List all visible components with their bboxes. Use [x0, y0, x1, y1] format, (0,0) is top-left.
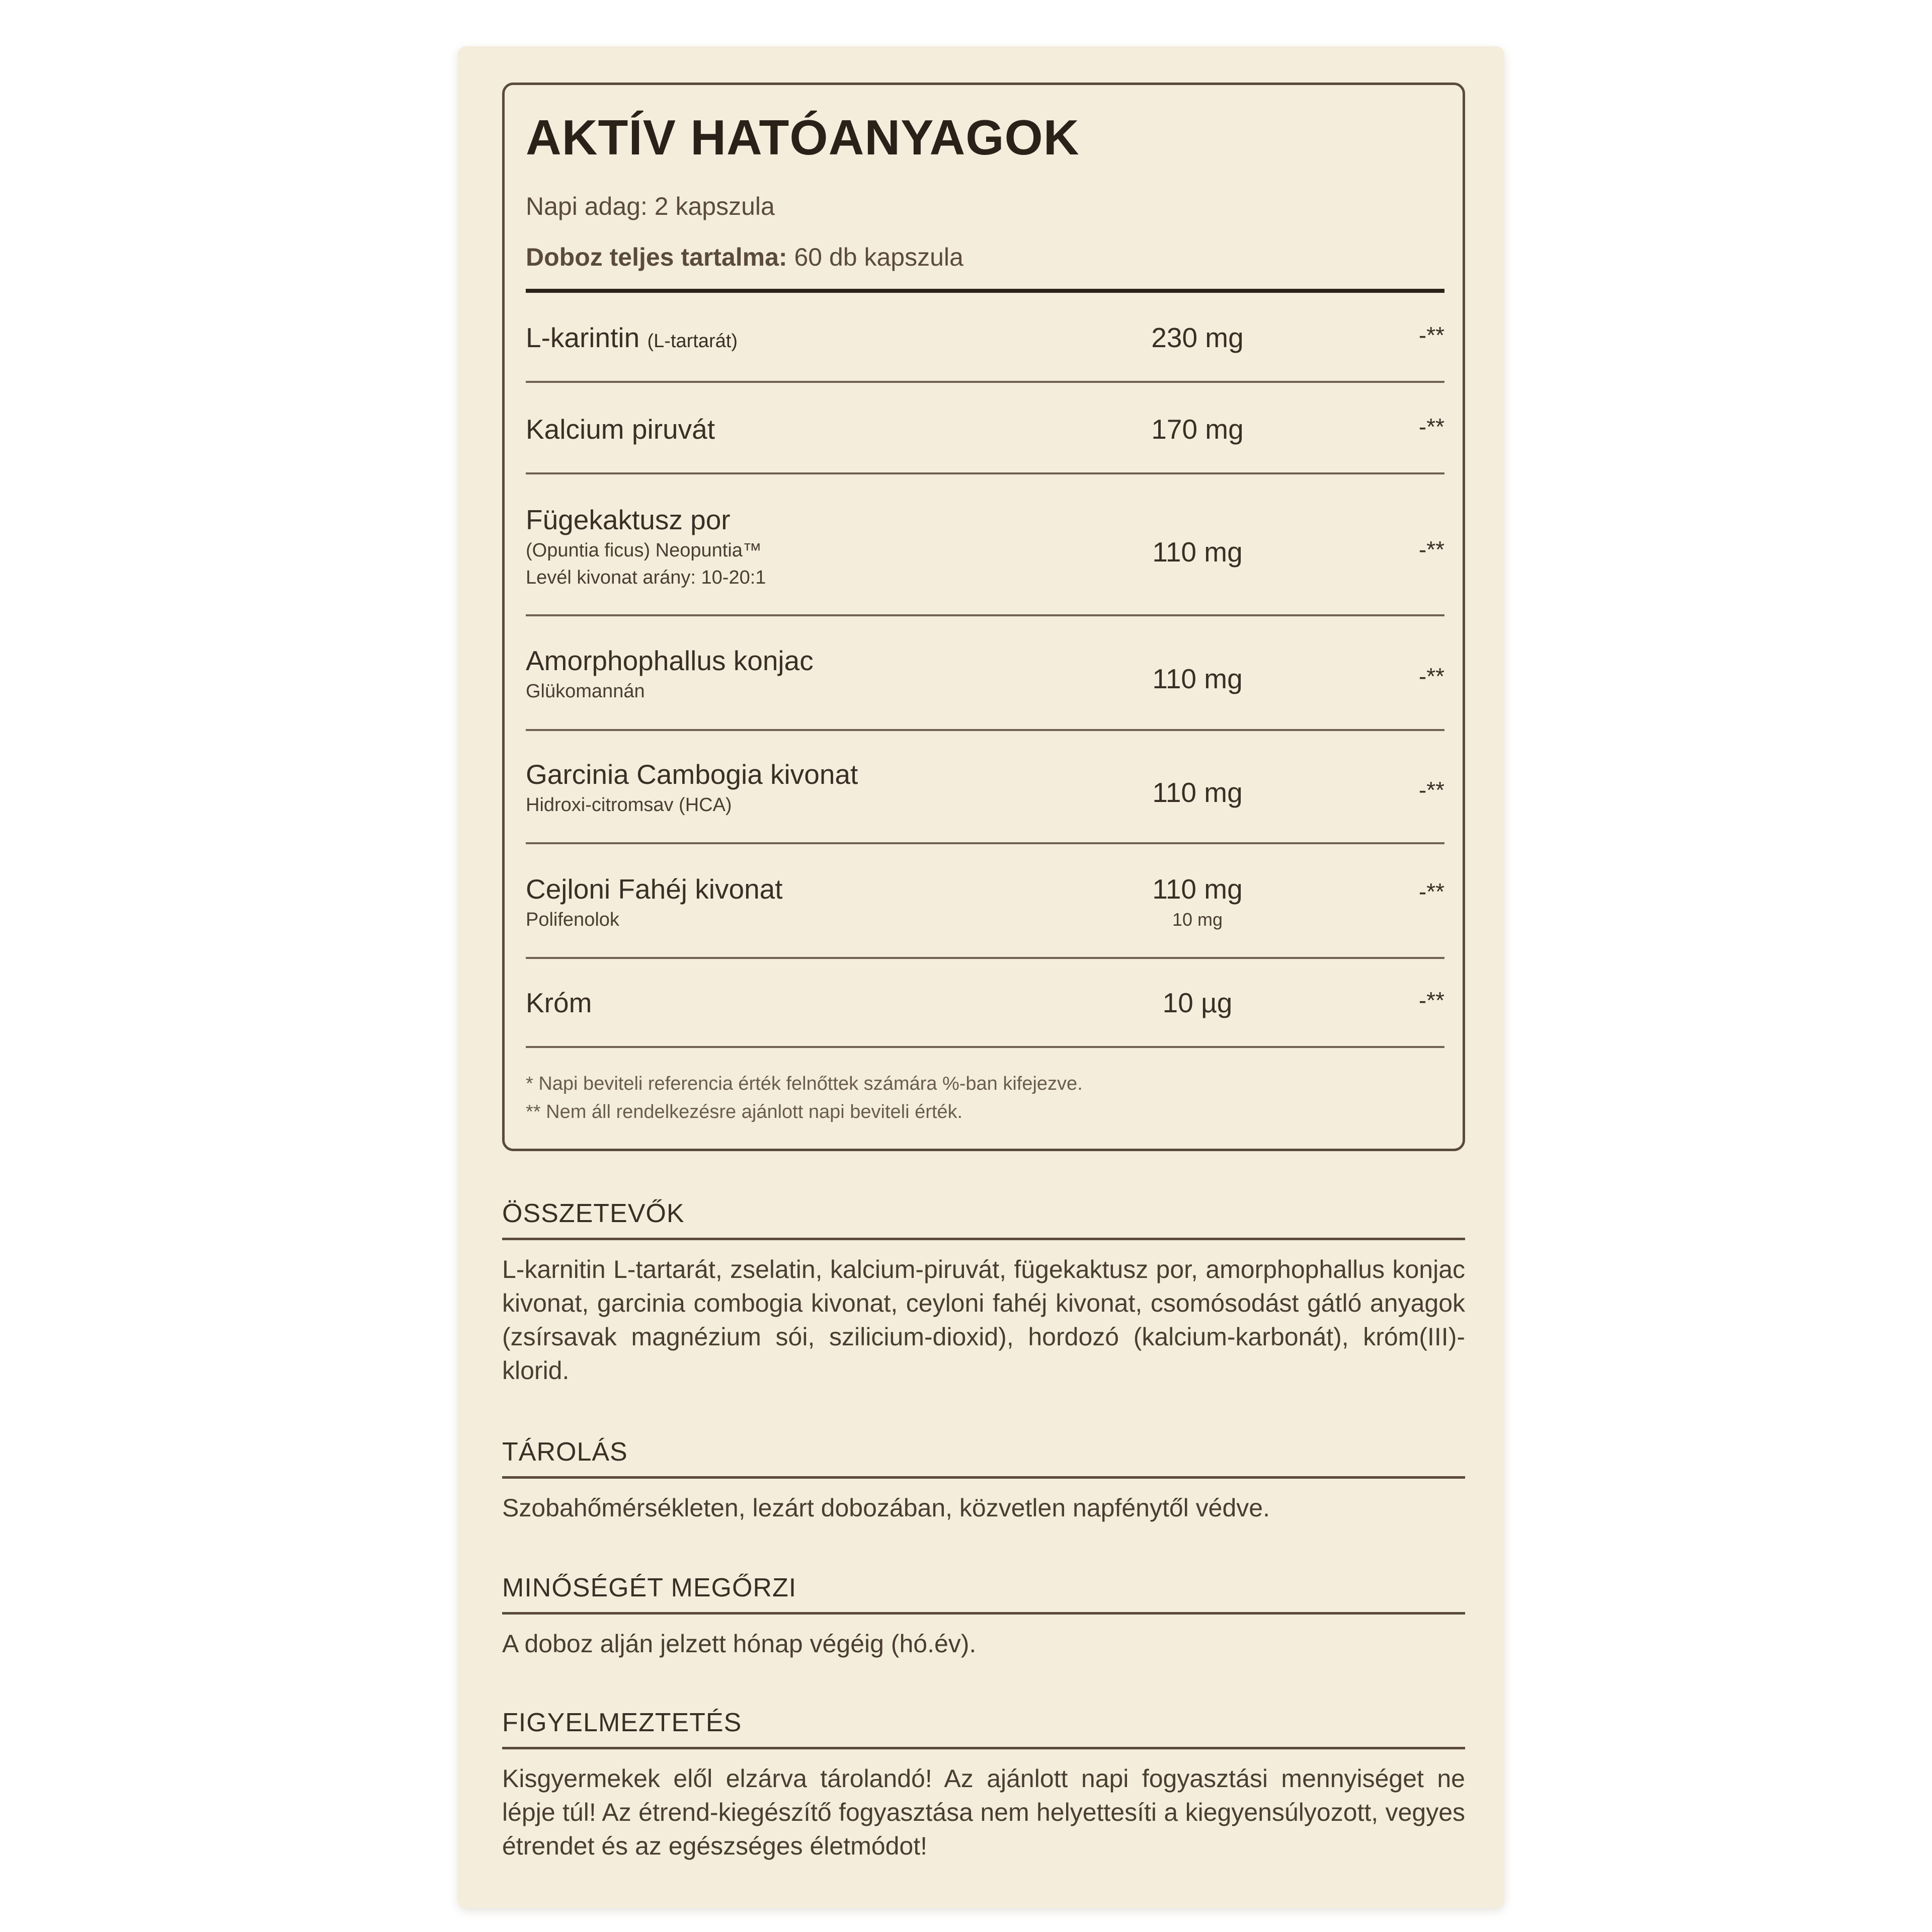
ingredient-name: Fügekaktusz por [526, 504, 731, 535]
footnote-no-reference: ** Nem áll rendelkezésre ajánlott napi beviteli érték. [526, 1101, 963, 1122]
row-divider [526, 729, 1444, 731]
section-text: Kisgyermekek elől elzárva tárolandó! Az ajánlott napi fogyasztási mennyiséget ne lépje túl! Az étrend-kiegészítő fogyasztása nem helyettesíti a kiegyensúlyozott, vegyes étrendet és az egészséges életmódot! [502, 1764, 1465, 1860]
ingredient-name: Amorphophallus konjac [526, 645, 814, 676]
section-heading: TÁROLÁS [502, 1437, 628, 1467]
ingredient-ref: -** [1418, 663, 1444, 689]
box-content [526, 243, 963, 272]
row-divider [526, 381, 1444, 383]
row-divider [526, 472, 1444, 474]
ingredient-name: Króm [526, 987, 592, 1018]
ingredient-ref: -** [1418, 987, 1444, 1013]
box-content-label: Doboz teljes tartalma: [526, 243, 787, 271]
section-heading: ÖSSZETEVŐK [502, 1199, 685, 1228]
ingredient-amount: 110 mg [1152, 663, 1243, 694]
ingredient-amount: 10 µg [1162, 987, 1233, 1018]
footnote-reference: * Napi beviteli referencia érték felnőttek számára %-ban kifejezve. [526, 1073, 1083, 1094]
ingredient-amount: 170 mg [1151, 414, 1244, 445]
ingredient-ref: -** [1418, 536, 1444, 562]
daily-dose-value: 2 kapszula [654, 192, 775, 220]
active-ingredients-panel [502, 83, 1465, 1151]
storage-section [502, 1437, 1465, 1538]
ingredient-sub: Levél kivonat arány: 10-20:1 [526, 567, 766, 588]
section-divider [502, 1747, 1465, 1749]
header-divider [526, 289, 1444, 293]
panel-title: AKTÍV HATÓANYAGOK [526, 110, 1080, 165]
section-heading: FIGYELMEZTETÉS [502, 1708, 742, 1737]
ingredient-amount: 110 mg [1152, 536, 1243, 568]
ingredient-ref: -** [1418, 414, 1444, 440]
section-text: A doboz alján jelzett hónap végéig (hó.év). [502, 1630, 977, 1658]
section-text: L-karnitin L-tartarát, zselatin, kalcium-piruvát, fügekaktusz por, amorphophallus konjac kivonat, garcinia combogia kivonat, ceyloni fahéj kivonat, csomósodást gátló anyagok (zsírsavak magnézium sói, szilicium-dioxid), hordozó (kalcium-karbonát), króm(III)-klorid. [502, 1255, 1465, 1385]
ingredient-amount: 110 mg [1152, 873, 1243, 905]
section-divider [502, 1476, 1465, 1479]
row-divider [526, 1046, 1444, 1048]
daily-dose-label: Napi adag: [526, 192, 648, 220]
section-text: Szobahőmérsékleten, lezárt dobozában, közvetlen napfénytől védve. [502, 1494, 1270, 1522]
best-before-section [502, 1573, 1465, 1673]
warning-section [502, 1708, 1465, 1879]
ingredient-name [526, 321, 738, 354]
ingredient-sub: Polifenolok [526, 909, 619, 930]
ingredient-amount-sub: 10 mg [1172, 909, 1223, 930]
ingredients-section [502, 1198, 1465, 1385]
product-box-back [458, 46, 1504, 1908]
ingredient-amount: 230 mg [1151, 322, 1244, 353]
ingredient-ref: -** [1418, 878, 1444, 905]
ingredient-ref: -** [1418, 322, 1444, 348]
box-content-value: 60 db kapszula [794, 243, 963, 271]
ingredient-amount: 110 mg [1152, 777, 1243, 808]
section-heading: MINŐSÉGÉT MEGŐRZI [502, 1573, 797, 1602]
ingredient-sub: (Opuntia ficus) Neopuntia™ [526, 540, 762, 561]
section-divider [502, 1238, 1465, 1240]
ingredient-name-note: (L-tartarát) [647, 331, 738, 352]
ingredient-sub: Hidroxi-citromsav (HCA) [526, 794, 732, 816]
ingredient-ref: -** [1418, 777, 1444, 803]
ingredient-name-text: L-karintin [526, 322, 640, 353]
row-divider [526, 614, 1444, 616]
row-divider [526, 957, 1444, 959]
ingredient-sub: Glükomannán [526, 681, 645, 702]
ingredient-name: Cejloni Fahéj kivonat [526, 873, 783, 905]
ingredient-name: Garcinia Cambogia kivonat [526, 759, 858, 790]
row-divider [526, 842, 1444, 844]
ingredient-name: Kalcium piruvát [526, 414, 715, 445]
daily-dose [526, 192, 775, 221]
section-divider [502, 1612, 1465, 1615]
